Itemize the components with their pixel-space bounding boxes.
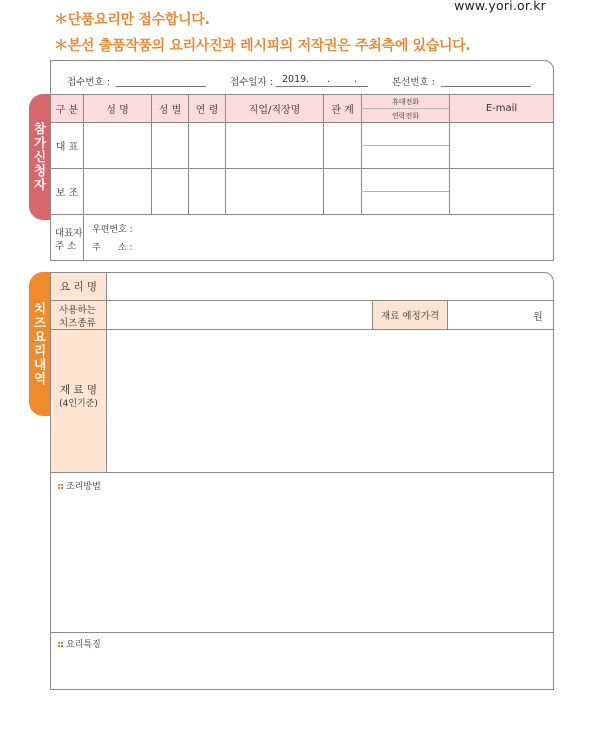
tab-char: 내 bbox=[33, 357, 47, 372]
divider bbox=[50, 214, 554, 215]
receipt-date-dot: . bbox=[354, 74, 358, 85]
postal-code-label: 우편번호 : bbox=[92, 225, 133, 235]
header-email: E-mail bbox=[485, 103, 518, 114]
applicant-tab bbox=[29, 94, 51, 220]
bullet-icon bbox=[58, 484, 60, 486]
bullet-icon bbox=[58, 642, 60, 644]
receipt-no-field[interactable] bbox=[116, 86, 206, 87]
header-name: 성 명 bbox=[106, 105, 129, 116]
ingredients-sublabel: (4인기준) bbox=[59, 399, 98, 409]
header-category: 구 분 bbox=[55, 105, 79, 116]
cost-label: 재료 예정가격 bbox=[380, 311, 440, 322]
address-label-line1: 대표자 bbox=[55, 228, 83, 239]
header-mobile: 휴대전화 bbox=[391, 97, 420, 106]
divider bbox=[361, 145, 449, 146]
receipt-date-label: 접수일자 : bbox=[230, 77, 273, 88]
feature-label bbox=[58, 637, 101, 650]
address-label-line2: 주 소 bbox=[55, 241, 77, 252]
tab-char: 자 bbox=[33, 177, 47, 192]
assistant-email-field[interactable] bbox=[450, 169, 553, 214]
receipt-date-dot: . bbox=[327, 74, 331, 85]
cheese-type-label-line2: 치즈종류 bbox=[59, 318, 96, 329]
tab-char: 요 bbox=[33, 329, 47, 344]
divider bbox=[50, 632, 554, 633]
cheese-type-label-line1: 사용하는 bbox=[59, 305, 96, 316]
tab-char: 역 bbox=[33, 371, 47, 386]
header-age: 연 령 bbox=[195, 105, 219, 116]
address-field[interactable] bbox=[140, 237, 550, 255]
cheese-type-field[interactable] bbox=[107, 301, 372, 329]
tab-char: 청 bbox=[33, 163, 47, 178]
row-label-assistant: 보 조 bbox=[55, 188, 79, 199]
method-label bbox=[58, 479, 101, 492]
final-no-field[interactable] bbox=[441, 86, 531, 87]
cost-unit: 원 bbox=[533, 312, 543, 323]
method-field[interactable] bbox=[51, 494, 553, 631]
final-no-label: 본선번호 : bbox=[392, 77, 435, 88]
receipt-date-year: 2019. bbox=[282, 74, 310, 85]
tab-char: 치 bbox=[33, 301, 47, 316]
dish-name-label: 요 리 명 bbox=[59, 281, 98, 293]
rep-name-field[interactable] bbox=[84, 123, 151, 168]
divider bbox=[83, 214, 84, 261]
tab-char: 즈 bbox=[33, 315, 47, 330]
cost-field[interactable] bbox=[448, 301, 528, 329]
notice-single-dish: ＊단품요리만 접수합니다. bbox=[54, 12, 210, 28]
divider bbox=[50, 472, 554, 473]
address-field-label: 주 소 : bbox=[92, 243, 133, 253]
website-url: www.yori.or.kr bbox=[454, 0, 546, 13]
notice-copyright: ＊본선 출품작품의 요리사진과 레시피의 저작권은 주최측에 있습니다. bbox=[54, 38, 471, 54]
receipt-date-field[interactable] bbox=[276, 86, 368, 87]
header-contact: 연락전화 bbox=[391, 111, 420, 120]
ingredients-label: 재 료 명 bbox=[59, 383, 98, 396]
header-gender: 성 별 bbox=[158, 105, 182, 116]
dish-name-field[interactable] bbox=[107, 273, 553, 300]
divider bbox=[361, 191, 449, 192]
postal-code-field[interactable] bbox=[140, 218, 550, 234]
method-label-text: 조리방법 bbox=[66, 482, 101, 492]
feature-field[interactable] bbox=[51, 652, 553, 689]
tab-char: 신 bbox=[33, 149, 47, 164]
receipt-no-label: 접수번호 : bbox=[67, 77, 110, 88]
tab-char: 참 bbox=[33, 121, 47, 136]
assistant-name-field[interactable] bbox=[84, 169, 151, 214]
ingredients-field[interactable] bbox=[107, 330, 553, 472]
cheese-dish-tab bbox=[29, 272, 51, 416]
header-job: 직업/직장명 bbox=[248, 105, 301, 116]
rep-email-field[interactable] bbox=[450, 123, 553, 168]
feature-label-text: 요리특징 bbox=[66, 640, 101, 650]
tab-char: 가 bbox=[33, 135, 47, 150]
tab-char: 리 bbox=[33, 343, 47, 358]
row-label-representative: 대 표 bbox=[55, 142, 79, 153]
header-relation: 관 계 bbox=[331, 105, 354, 116]
